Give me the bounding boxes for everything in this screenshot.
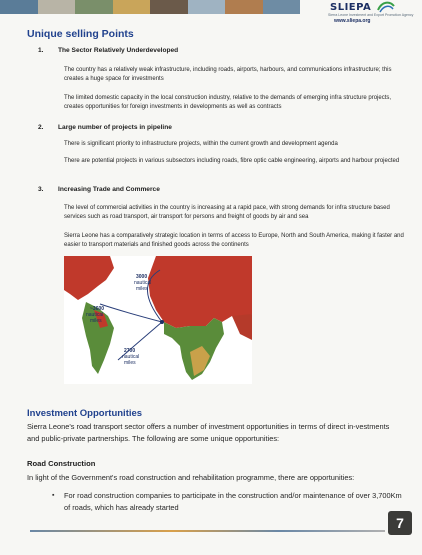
distance-label: miles <box>124 360 136 366</box>
section-heading: Large number of projects in pipeline <box>58 124 172 131</box>
section-heading: Increasing Trade and Commerce <box>58 186 160 193</box>
footer-rule <box>30 530 385 532</box>
distance-label: nautical <box>122 354 140 360</box>
shipping-distance-map <box>64 256 252 384</box>
sliepa-logo: SLIEPA Sierra Leone Investment and Export Promotion Agency www.sliepa.org <box>328 2 414 24</box>
paragraph: Sierra Leone has a comparatively strategic location in terms of access to Europe, North and South America, making it faster and easier to transport materials and finished goods across the continents <box>64 233 404 248</box>
logo-swirl-icon <box>376 0 396 14</box>
bullet-icon: ▪ <box>52 492 55 499</box>
logo-url: www.sliepa.org <box>334 18 371 24</box>
logo-tagline: Sierra Leone Investment and Export Promotion Agency <box>328 13 414 17</box>
distance-label: 3000 <box>136 274 148 280</box>
usp-heading: Unique selling Points <box>27 28 134 40</box>
map-graphic <box>64 256 252 384</box>
list-item: For road construction companies to participate in the construction and/or maintenance of over 3,700Km of roads, which has already started <box>64 491 402 512</box>
paragraph: The country has a relatively weak infrastructure, including roads, airports, harbours, and communications infrastructure; this creates a huge space for investments <box>64 67 392 82</box>
distance-label: miles <box>136 286 148 292</box>
paragraph: There is significant priority to infrastructure projects, within the current growth and development agenda <box>64 141 338 147</box>
distance-label: nautical <box>134 280 152 286</box>
paragraph: The limited domestic capacity in the local construction industry, relative to the demands of emerging infra structure projects, creates opportunities for foreign investments in developments as well as contracts <box>64 95 392 110</box>
page-number-badge: 7 <box>388 511 412 535</box>
distance-label: nautical <box>86 312 104 318</box>
section-number: 3. <box>38 186 44 193</box>
decorative-color-strip <box>0 0 300 14</box>
road-construction-lead: In light of the Government's road construction and rehabilitation programme, there are opportunities: <box>27 473 355 482</box>
distance-label: miles <box>90 318 102 324</box>
section-heading: The Sector Relatively Underdeveloped <box>58 47 179 54</box>
paragraph: There are potential projects in various subsectors including roads, fibre optic cable engineering, airports and harbour projected <box>64 158 400 164</box>
investment-heading: Investment Opportunities <box>27 408 143 419</box>
section-number: 1. <box>38 47 44 54</box>
section-number: 2. <box>38 124 44 131</box>
distance-label: ~3600 <box>90 306 105 312</box>
distance-label: 2700 <box>124 348 136 354</box>
investment-intro: Sierra Leone's road transport sector offers a number of investment opportunities in terms of direct in-vestments and public-private partnerships. The following are some unique opportunities: <box>27 422 390 443</box>
sierra-leone-marker <box>160 320 164 324</box>
paragraph: The level of commercial activities in the country is increasing at a rapid pace, with strong demands for infra structure based services such as road transport, air transport for persons and freight of goods by air and sea <box>64 205 390 220</box>
road-construction-heading: Road Construction <box>27 459 96 468</box>
